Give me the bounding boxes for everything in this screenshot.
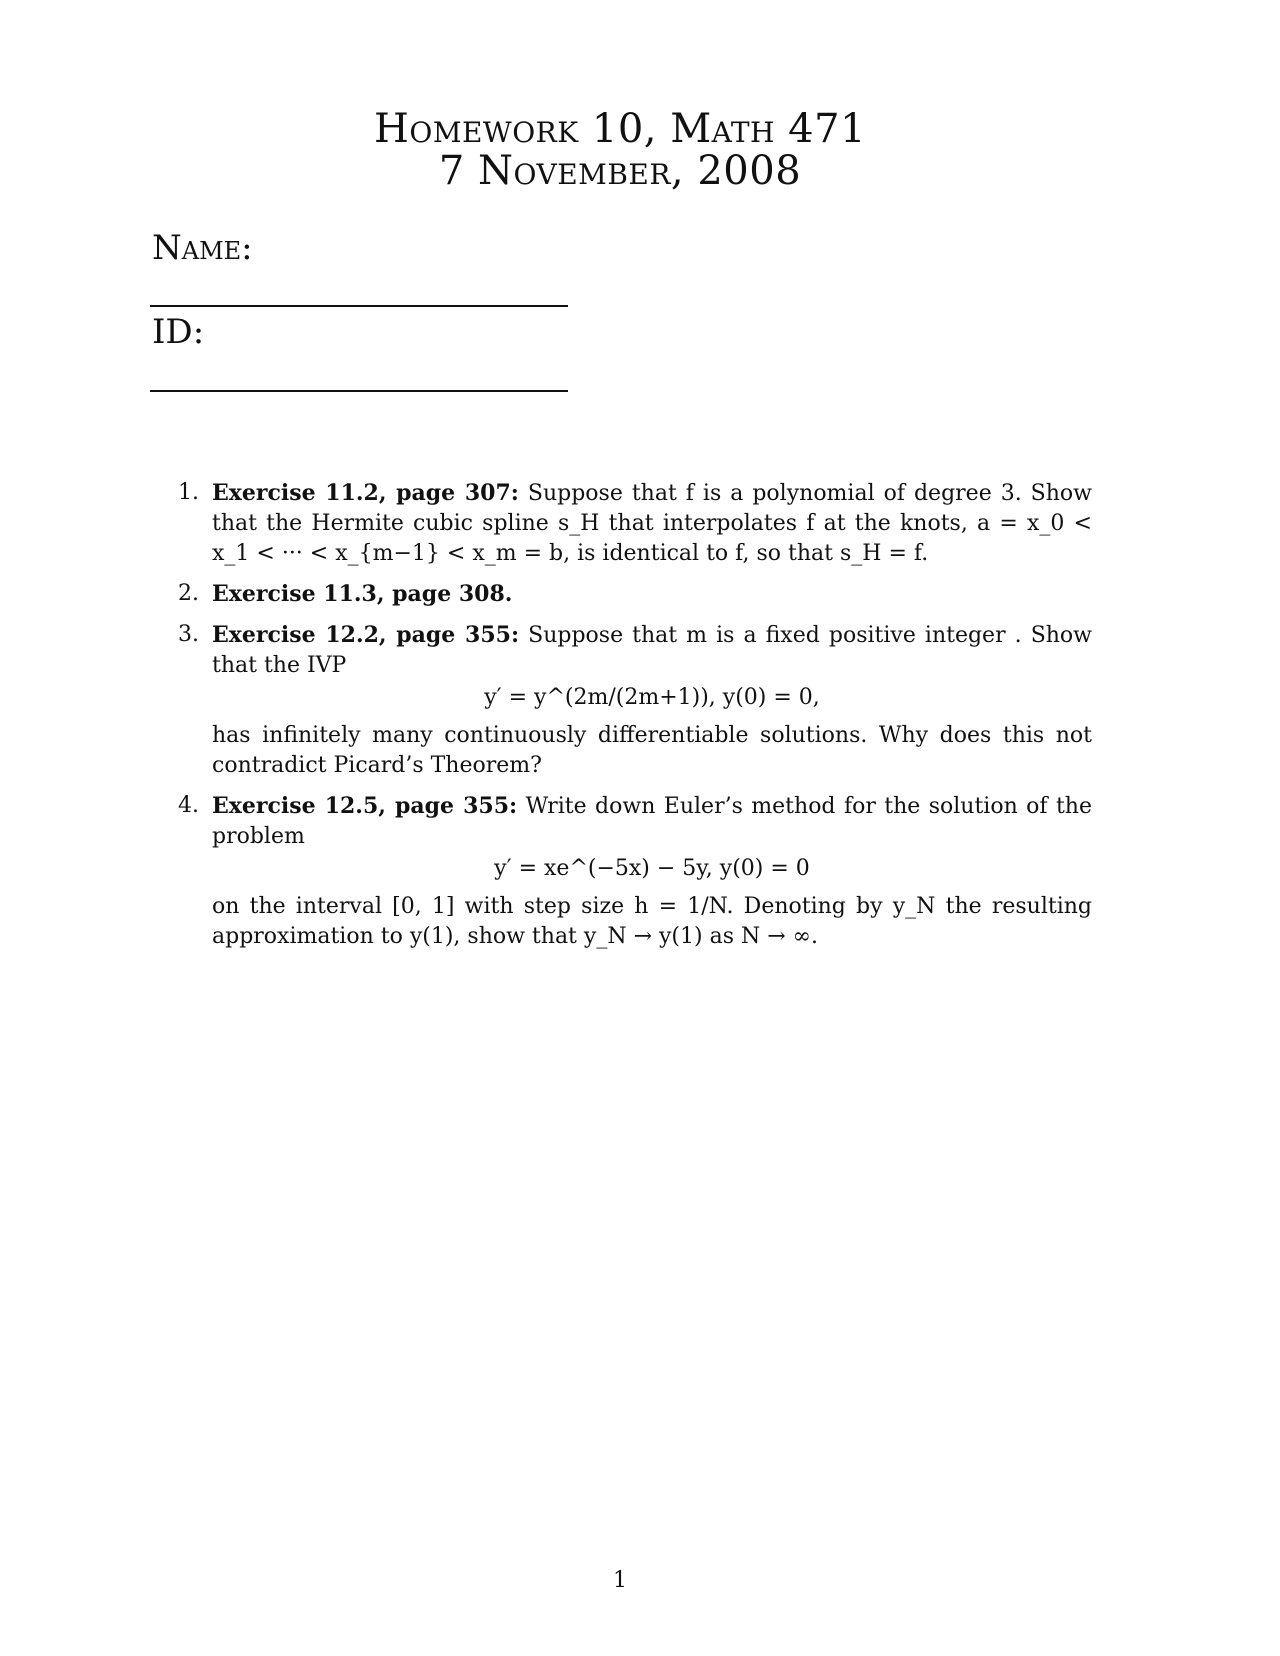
equation: y′ = xe^(−5x) − 5y, y(0) = 0 — [494, 856, 810, 881]
problem-4 — [178, 791, 1092, 952]
problem-3 — [178, 620, 1092, 781]
problem-text: Suppose that f is a polynomial of degree 3. Show that the Hermite cubic spline s_H that interpolates f at the knots, a = x_0 < x_1 < ··· < x_{m−1} < x_m = b, is identical to f, so that s_H = f. — [212, 481, 1093, 566]
page-title — [0, 108, 1240, 192]
problem-2 — [178, 579, 1092, 610]
problem-heading: Exercise 11.3, page 308. — [212, 581, 513, 607]
equation: y′ = y^(2m/(2m+1)), y(0) = 0, — [484, 685, 820, 710]
problem-number: 3. — [178, 622, 199, 647]
problem-number: 1. — [178, 480, 199, 505]
problem-heading: Exercise 12.5, page 355: — [212, 793, 518, 819]
problem-1 — [178, 478, 1092, 569]
problem-text: Suppose that m is a fixed positive integer . Show that the IVP — [212, 623, 1093, 678]
problem-number: 4. — [178, 793, 199, 818]
title-line-1: Homework 10, Math 471 — [373, 106, 867, 152]
problem-text: Write down Euler’s method for the solution of the problem — [212, 794, 1092, 849]
problem-number: 2. — [178, 581, 199, 606]
problem-text-after: has infinitely many continuously differentiable solutions. Why does this not contradict Picard’s Theorem? — [212, 723, 1092, 778]
problem-heading: Exercise 11.2, page 307: — [212, 480, 519, 506]
problem-text-after: on the interval [0, 1] with step size h = 1/N. Denoting by y_N the resulting approximation to y(1), show that y_N → y(1) as N → ∞. — [212, 894, 1092, 949]
id-label: ID: — [152, 312, 205, 352]
id-line — [150, 390, 568, 392]
title-line-2: 7 November, 2008 — [438, 148, 802, 194]
name-label: Name: — [152, 228, 253, 268]
page-number: 1 — [613, 1568, 627, 1593]
problem-list — [178, 478, 1092, 962]
problem-heading: Exercise 12.2, page 355: — [212, 622, 520, 648]
name-line — [150, 305, 568, 307]
